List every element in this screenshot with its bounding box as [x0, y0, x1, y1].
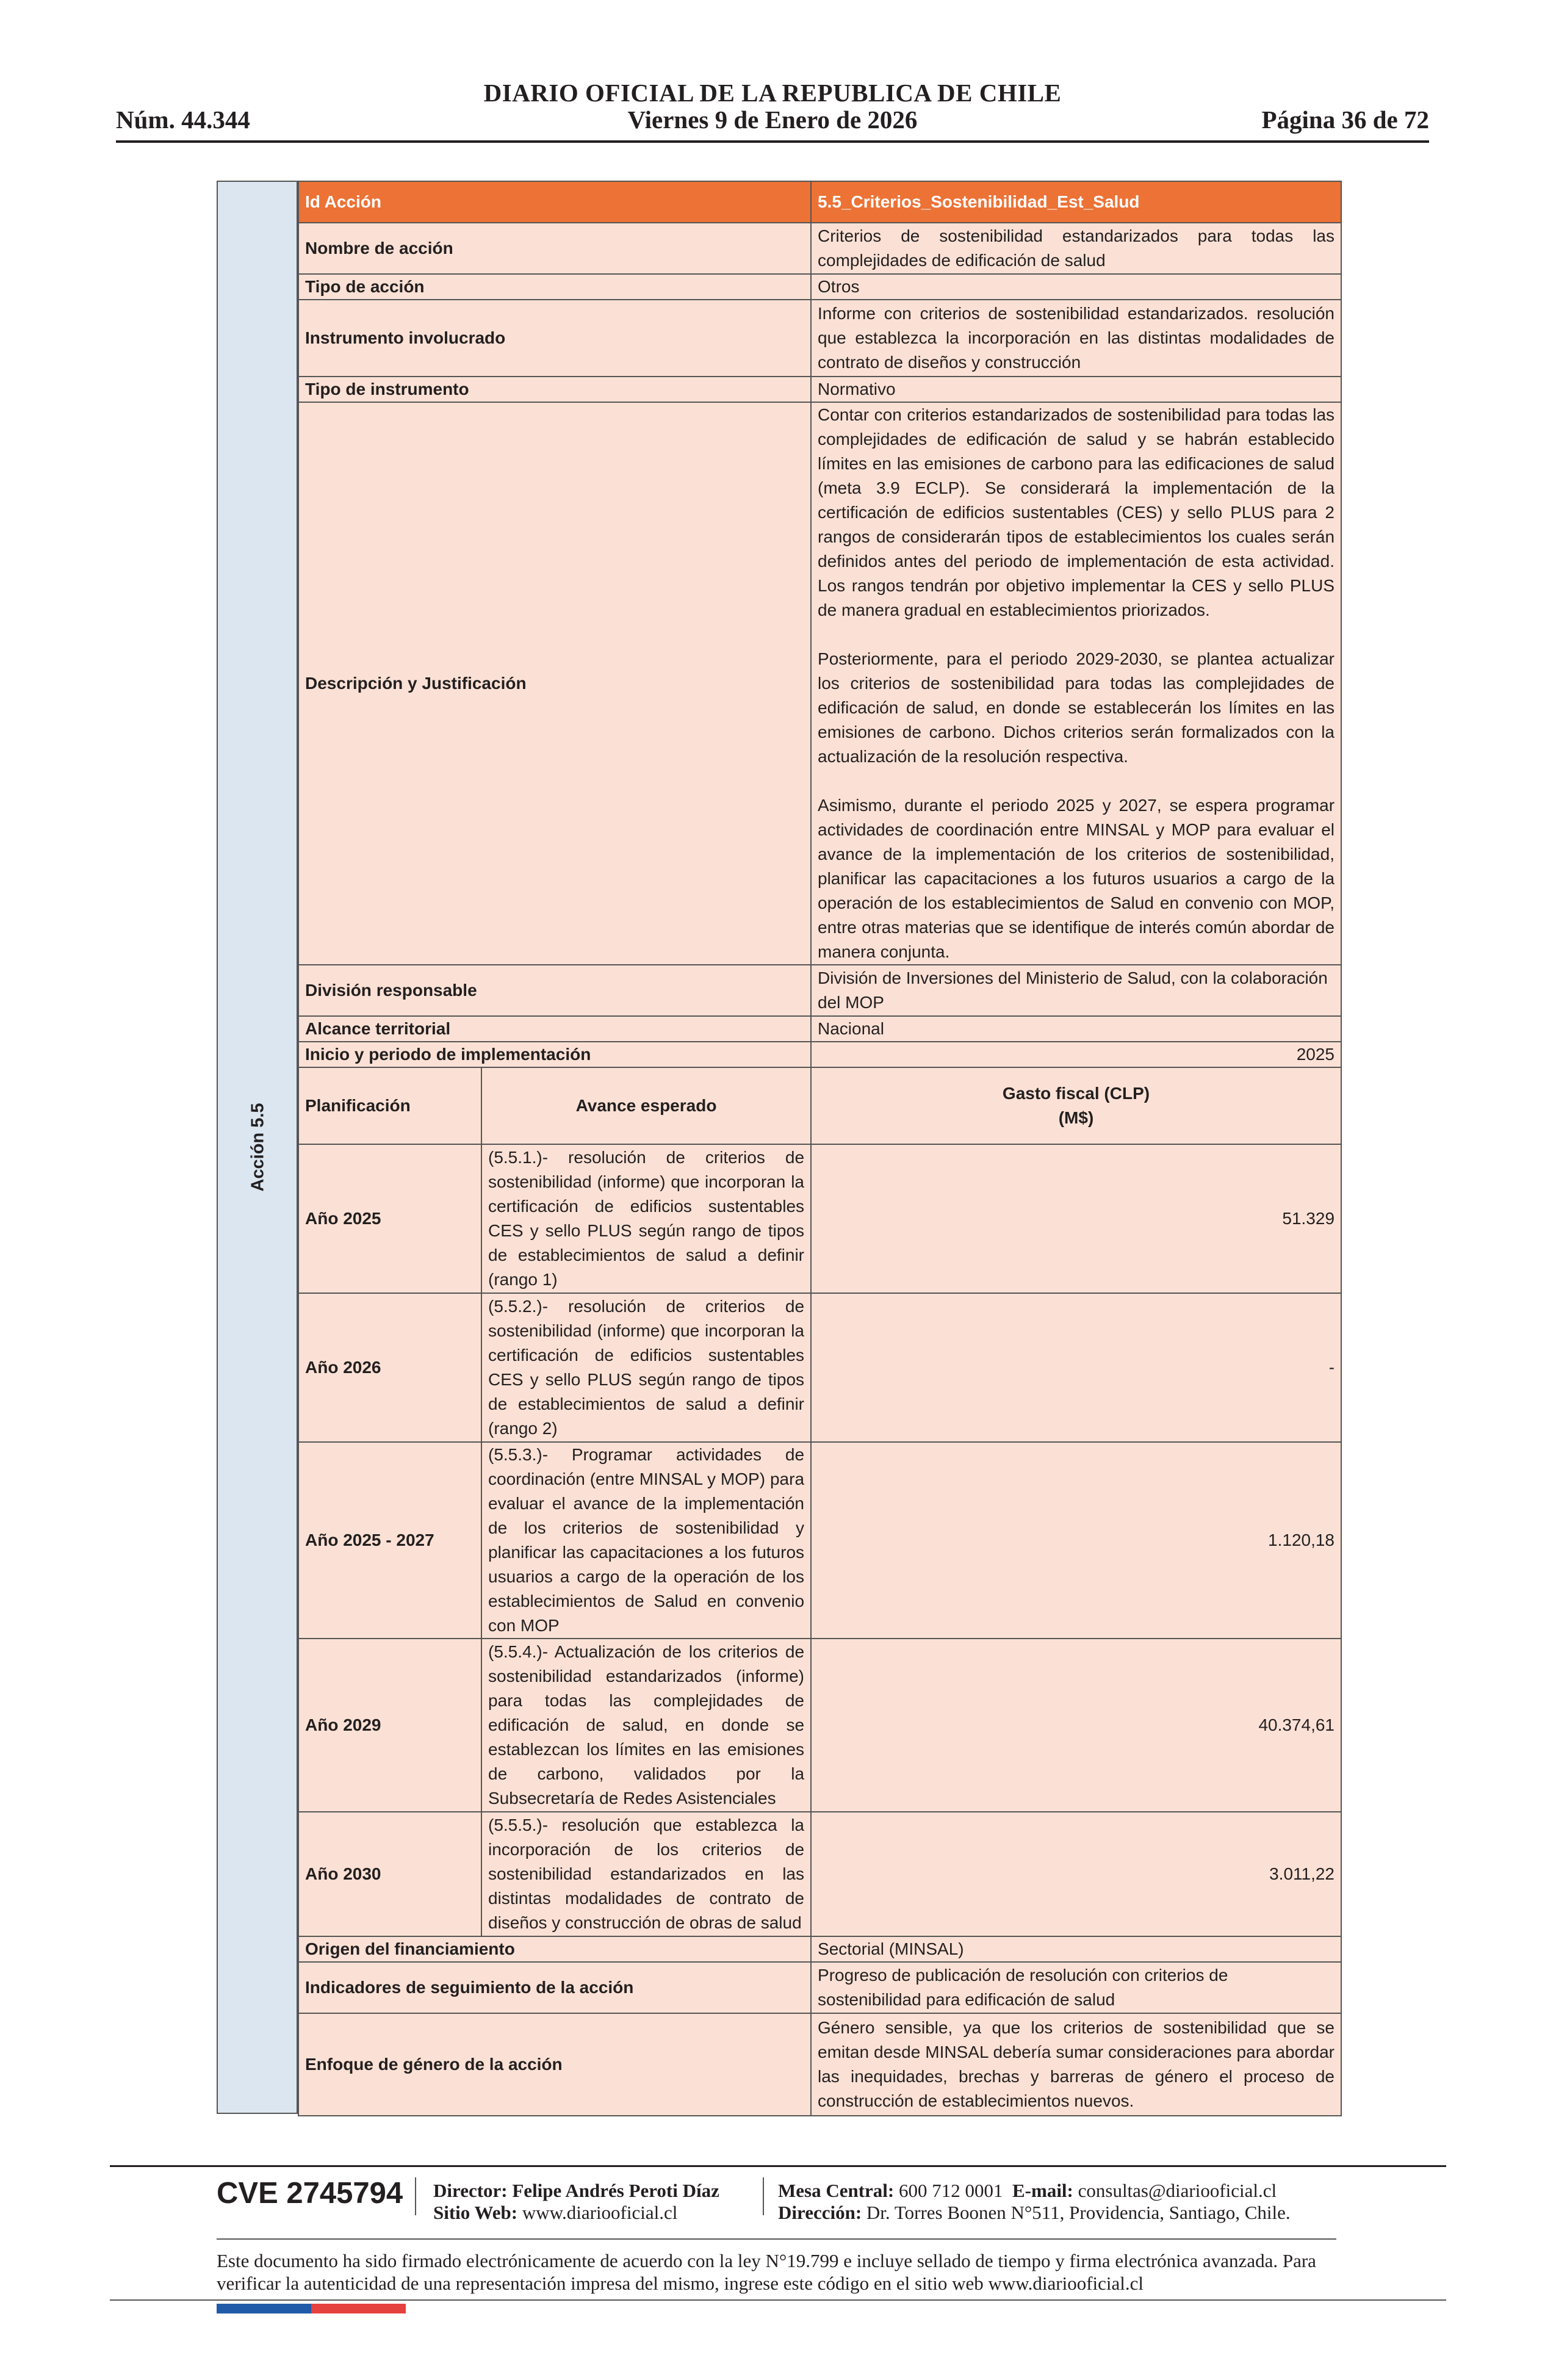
page-number: Página 36 de 72	[1261, 106, 1429, 134]
plan-avance: (5.5.2.)- resolución de criterios de sostenibilidad (informe) que incorporan la certificación de edificios sustentables CES y sello PLUS según rango de tipos de establecimientos de salud a definir (rango 2)	[481, 1293, 811, 1442]
header-divider	[116, 140, 1429, 143]
email-label: E-mail:	[1012, 2180, 1073, 2201]
plan-gasto: 3.011,22	[811, 1812, 1341, 1936]
plan-avance: (5.5.4.)- Actualización de los criterios de sostenibilidad estandarizados (informe) para todas las complejidades de edificación de salud, en donde se establezcan los límites en las emisiones de carbono, validados por la Subsecretaría de Redes Asistenciales	[481, 1639, 811, 1812]
plan-year: Año 2025 - 2027	[298, 1442, 481, 1639]
descripcion-label: Descripción y Justificación	[298, 402, 811, 965]
inicio-label: Inicio y periodo de implementación	[298, 1042, 811, 1067]
table-row	[298, 181, 1341, 223]
footer-divider-bottom	[110, 2299, 1446, 2301]
plan-year: Año 2030	[298, 1812, 481, 1936]
plan-gasto: -	[811, 1293, 1341, 1442]
newspaper-title: DIARIO OFICIAL DE LA REPUBLICA DE CHILE	[483, 79, 1062, 107]
planificacion-label: Planificación	[298, 1067, 481, 1144]
plan-gasto: 1.120,18	[811, 1442, 1341, 1639]
mesa-phone: 600 712 0001	[899, 2180, 1003, 2201]
gasto-header-line-2: (M$)	[1058, 1108, 1094, 1127]
origen-label: Origen del financiamiento	[298, 1936, 811, 1962]
plan-year: Año 2025	[298, 1144, 481, 1293]
table-row	[298, 402, 1341, 965]
footer-separator	[415, 2177, 416, 2215]
table-row	[298, 1067, 1341, 1144]
table-row	[298, 965, 1341, 1016]
tipo-accion-value: Otros	[811, 274, 1341, 300]
plan-avance: (5.5.1.)- resolución de criterios de sostenibilidad (informe) que incorporan la certificación de edificios sustentables CES y sello PLUS según rango de tipos de establecimientos de salud a definir (rango 1)	[481, 1144, 811, 1293]
id-label: Id Acción	[298, 181, 811, 223]
mesa-label: Mesa Central:	[778, 2180, 895, 2201]
page-header	[116, 73, 1429, 146]
descripcion-value	[811, 402, 1341, 965]
instrumento-label: Instrumento involucrado	[298, 300, 811, 377]
nombre-label: Nombre de acción	[298, 223, 811, 274]
table-row	[298, 1144, 1341, 1293]
cve-code: CVE 2745794	[217, 2177, 403, 2210]
nombre-value: Criterios de sostenibilidad estandarizados para todas las complejidades de edificación de salud	[811, 223, 1341, 274]
footer-divider-middle	[217, 2238, 1336, 2240]
alcance-label: Alcance territorial	[298, 1016, 811, 1042]
plan-gasto: 51.329	[811, 1144, 1341, 1293]
footer-divider-top	[110, 2165, 1446, 2167]
tipo-instrumento-value: Normativo	[811, 377, 1341, 402]
descripcion-paragraph-1: Contar con criterios estandarizados de sostenibilidad para todas las complejidades de edificación de salud y se habrán establecido límites en las emisiones de carbono para las edificaciones de salud (meta 3.9 ECLP). Se considerará la implementación de la certificación de edificios sustentables (CES) y sello PLUS para 2 rangos de considerarán tipos de establecimientos los cuales serán definidos antes del periodo de implementación de esta actividad. Los rangos tendrán por objetivo implementar la CES y sello PLUS de manera gradual en establecimientos priorizados.	[818, 405, 1335, 619]
gasto-header-line-1: Gasto fiscal (CLP)	[1002, 1084, 1150, 1103]
plan-gasto: 40.374,61	[811, 1639, 1341, 1812]
indicadores-label: Indicadores de seguimiento de la acción	[298, 1962, 811, 2013]
footer-director-block	[433, 2180, 719, 2224]
action-table	[217, 181, 1341, 2114]
director-name: Felipe Andrés Peroti Díaz	[512, 2180, 719, 2201]
table-row	[298, 1442, 1341, 1639]
flag-stripe-blue	[217, 2304, 311, 2313]
footer-contact-block	[778, 2180, 1291, 2224]
id-value: 5.5_Criterios_Sostenibilidad_Est_Salud	[811, 181, 1341, 223]
instrumento-value: Informe con criterios de sostenibilidad estandarizados. resolución que establezca la incorporación en las distintas modalidades de contrato de diseños y construcción	[811, 300, 1341, 377]
flag-stripe-red	[311, 2304, 406, 2313]
web-link[interactable]: www.diariooficial.cl	[522, 2202, 678, 2223]
issue-date: Viernes 9 de Enero de 2026	[627, 106, 918, 134]
email-link[interactable]: consultas@diariooficial.cl	[1078, 2180, 1277, 2201]
descripcion-paragraph-3: Asimismo, durante el periodo 2025 y 2027, se espera programar actividades de coordinación entre MINSAL y MOP para evaluar el avance de la implementación de los criterios de sostenibilidad, planificar las capacitaciones a los futuros usuarios a cargo de la operación de los establecimientos de Salud en convenio con MOP, entre otras materias que se identifique de interés común abordar de manera conjunta.	[818, 796, 1335, 961]
plan-avance: (5.5.5.)- resolución que establezca la incorporación de los criterios de sostenibilidad estandarizados en las distintas modalidades de contrato de diseños y construcción de obras de salud	[481, 1812, 811, 1936]
division-value: División de Inversiones del Ministerio de Salud, con la colaboración del MOP	[811, 965, 1341, 1016]
direccion-label: Dirección:	[778, 2202, 862, 2223]
table-row	[298, 1812, 1341, 1936]
enfoque-label: Enfoque de género de la acción	[298, 2013, 811, 2116]
alcance-value: Nacional	[811, 1016, 1341, 1042]
web-label: Sitio Web:	[433, 2202, 518, 2223]
enfoque-value: Género sensible, ya que los criterios de sostenibilidad que se emitan desde MINSAL debería sumar consideraciones para abordar las inequidades, brechas y barreras de género el proceso de construcción de establecimientos nuevos.	[811, 2013, 1341, 2116]
director-label: Director:	[433, 2180, 508, 2201]
issue-number: Núm. 44.344	[116, 106, 250, 134]
direccion-value: Dr. Torres Boonen N°511, Providencia, Santiago, Chile.	[866, 2202, 1291, 2223]
tipo-accion-label: Tipo de acción	[298, 274, 811, 300]
inicio-value: 2025	[811, 1042, 1341, 1067]
footer-separator	[763, 2177, 764, 2215]
table-row	[298, 2013, 1341, 2116]
descripcion-paragraph-2: Posteriormente, para el periodo 2029-2030, se plantea actualizar los criterios de sostenibilidad para todas las complejidades de edificación de salud, en donde se establecerán los límites en las emisiones de carbono. Dichos criterios serán formalizados con la actualización de la resolución respectiva.	[818, 649, 1335, 766]
indicadores-value: Progreso de publicación de resolución con criterios de sostenibilidad para edificación de salud	[811, 1962, 1341, 2013]
table-row	[298, 274, 1341, 300]
table-row	[298, 223, 1341, 274]
origen-value: Sectorial (MINSAL)	[811, 1936, 1341, 1962]
table-row	[298, 1962, 1341, 2013]
plan-year: Año 2026	[298, 1293, 481, 1442]
side-column	[217, 181, 298, 2114]
plan-avance: (5.5.3.)- Programar actividades de coordinación (entre MINSAL y MOP) para evaluar el avance de la implementación de los criterios de sostenibilidad y planificar las capacitaciones a los futuros usuarios a cargo de la operación de los establecimientos de Salud en convenio con MOP	[481, 1442, 811, 1639]
avance-header: Avance esperado	[481, 1067, 811, 1144]
table-row	[298, 377, 1341, 402]
table-row	[298, 1936, 1341, 1962]
table-row	[298, 1016, 1341, 1042]
action-detail-grid	[298, 181, 1342, 2116]
table-row	[298, 300, 1341, 377]
gasto-header	[811, 1067, 1341, 1144]
action-side-label: Acción 5.5	[248, 1103, 268, 1192]
signature-note: Este documento ha sido firmado electrónicamente de acuerdo con la ley N°19.799 e incluye sellado de tiempo y firma electrónica avanzada. Para verificar la autenticidad de una representación impresa del mismo, ingrese este código en el sitio web www.diariooficial.cl	[217, 2250, 1316, 2294]
plan-year: Año 2029	[298, 1639, 481, 1812]
table-row	[298, 1639, 1341, 1812]
division-label: División responsable	[298, 965, 811, 1016]
table-row	[298, 1042, 1341, 1067]
tipo-instrumento-label: Tipo de instrumento	[298, 377, 811, 402]
table-row	[298, 1293, 1341, 1442]
